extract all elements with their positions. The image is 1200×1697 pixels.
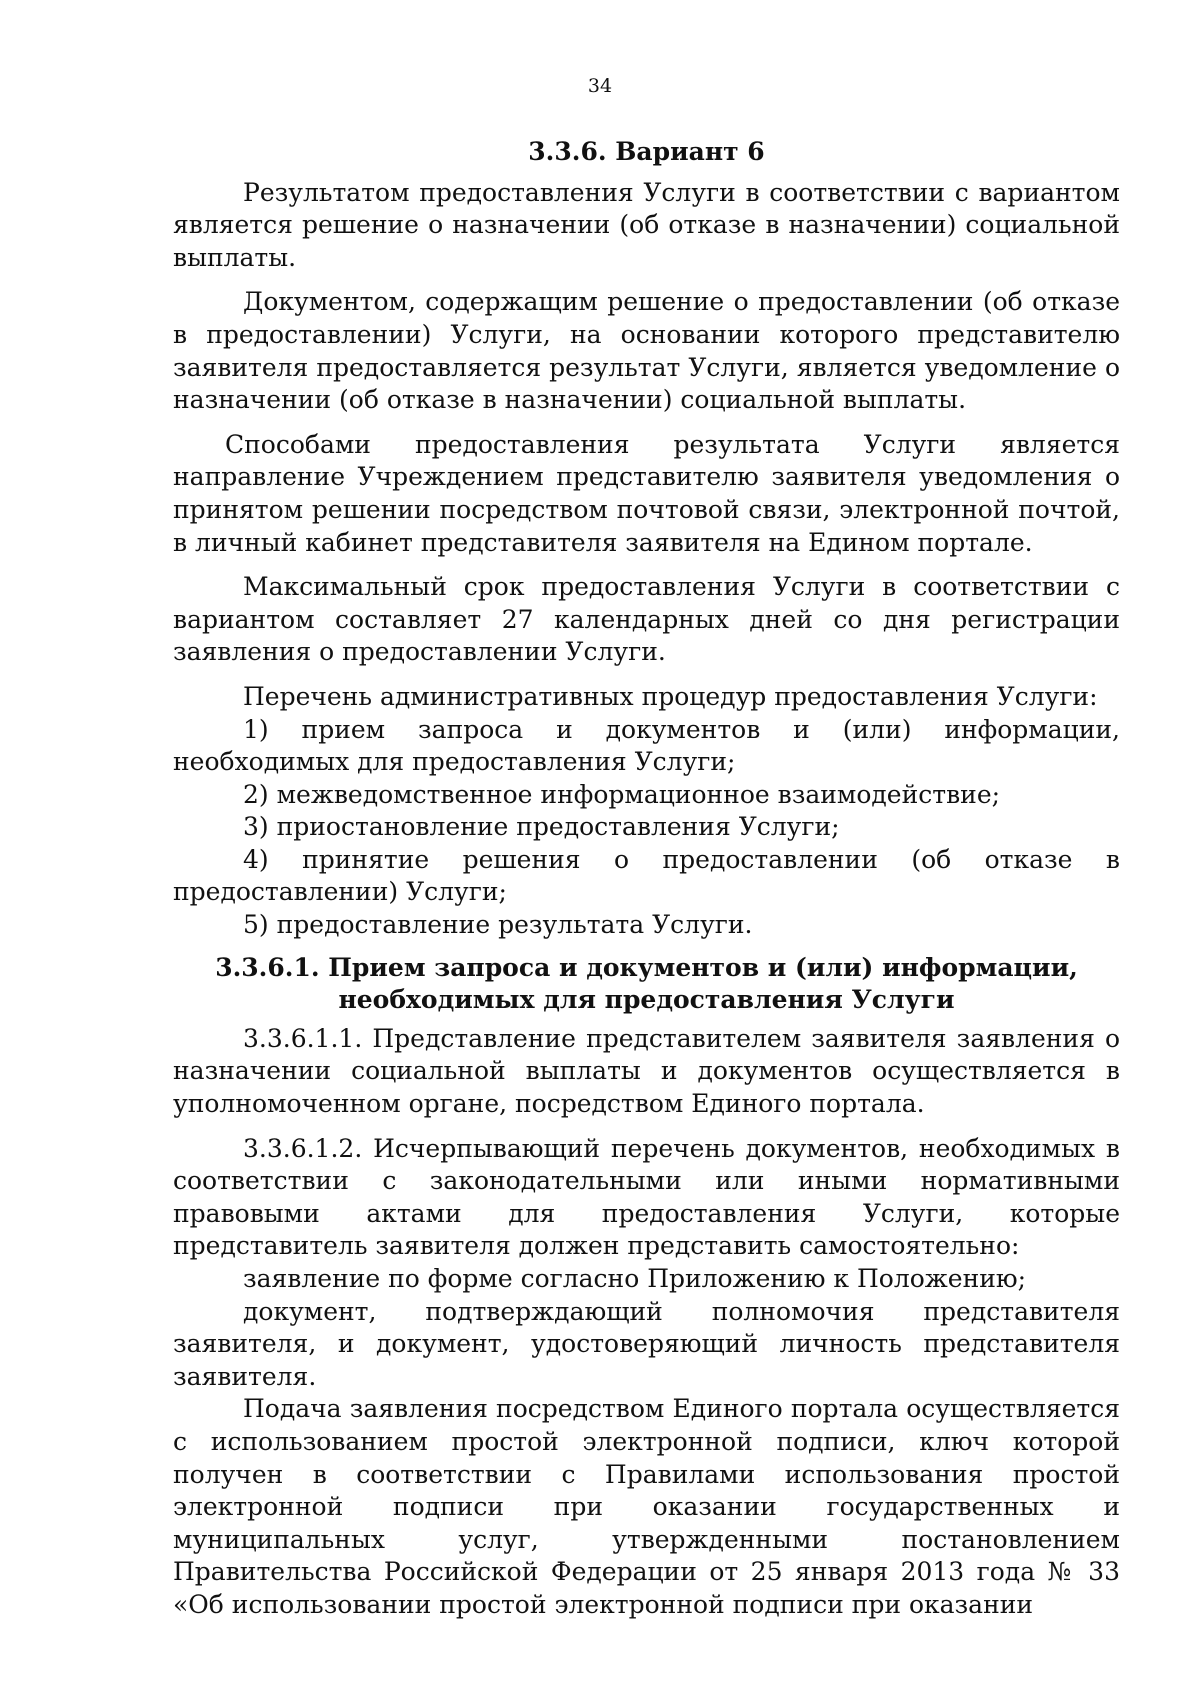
document-paragraph: Документом, содержащим решение о предоставлении (об отказе в предоставлении) Услуги, на основании которого представителю заявителя предоставляется результат Услуги, является уведомление о назначении (об отказе в назначении) социальной выплаты. (173, 287, 1120, 415)
page-number: 34 (587, 75, 613, 97)
section-heading: 3.3.6.1. Прием запроса и документов и (или) информации, необходимых для предоставления Услуги (215, 952, 1078, 1015)
delivery-methods-paragraph: Способами предоставления результата Услуги является направление Учреждением представителю заявителя уведомления о принятом решении посредством почтовой связи, электронной почтой, в личный кабинет представителя заявителя на Едином портале. (173, 429, 1120, 557)
required-doc-item: заявление по форме согласно Приложению к Положению; (243, 1264, 1027, 1293)
documents-list-paragraph: 3.3.6.1.2. Исчерпывающий перечень документов, необходимых в соответствии с законодательными или иными нормативными правовыми актами для предоставления Услуги, которые представитель заявителя должен представить самостоятельно: (173, 1133, 1120, 1261)
result-paragraph: Результатом предоставления Услуги в соответствии с вариантом является решение о назначении (об отказе в назначении) социальной выплаты. (173, 177, 1120, 272)
required-doc-item: документ, подтверждающий полномочия представителя заявителя, и документ, удостоверяющий личность представителя заявителя. (173, 1296, 1120, 1391)
procedure-item: 4) принятие решения о предоставлении (об отказе в предоставлении) Услуги; (173, 844, 1120, 907)
procedure-item: 3) приостановление предоставления Услуги; (243, 812, 840, 842)
procedure-item: 5) предоставление результата Услуги. (243, 910, 753, 940)
procedure-item: 1) прием запроса и документов и (или) информации, необходимых для предоставления Услуги; (173, 714, 1120, 777)
variant-heading: 3.3.6. Вариант 6 (528, 137, 765, 166)
electronic-signature-paragraph: Подача заявления посредством Единого портала осуществляется с использованием простой электронной подписи, ключ которой получен в соответствии с Правилами использования простой электронной подписи при оказании государственных и муниципальных услуг, утвержденными постановлением Правительства Российской Федерации от 25 января 2013 года № 33 «Об использовании простой электронной подписи при оказании (173, 1394, 1120, 1619)
procedure-item: 2) межведомственное информационное взаимодействие; (243, 779, 1001, 809)
max-term-paragraph: Максимальный срок предоставления Услуги в соответствии с вариантом составляет 27 календарных дней со дня регистрации заявления о предоставлении Услуги. (173, 572, 1120, 667)
submission-paragraph: 3.3.6.1.1. Представление представителем заявителя заявления о назначении социальной выплаты и документов осуществляется в уполномоченном органе, посредством Единого портала. (173, 1023, 1120, 1119)
page-content (173, 136, 1120, 1622)
procedures-intro: Перечень административных процедур предоставления Услуги: (243, 681, 1098, 711)
